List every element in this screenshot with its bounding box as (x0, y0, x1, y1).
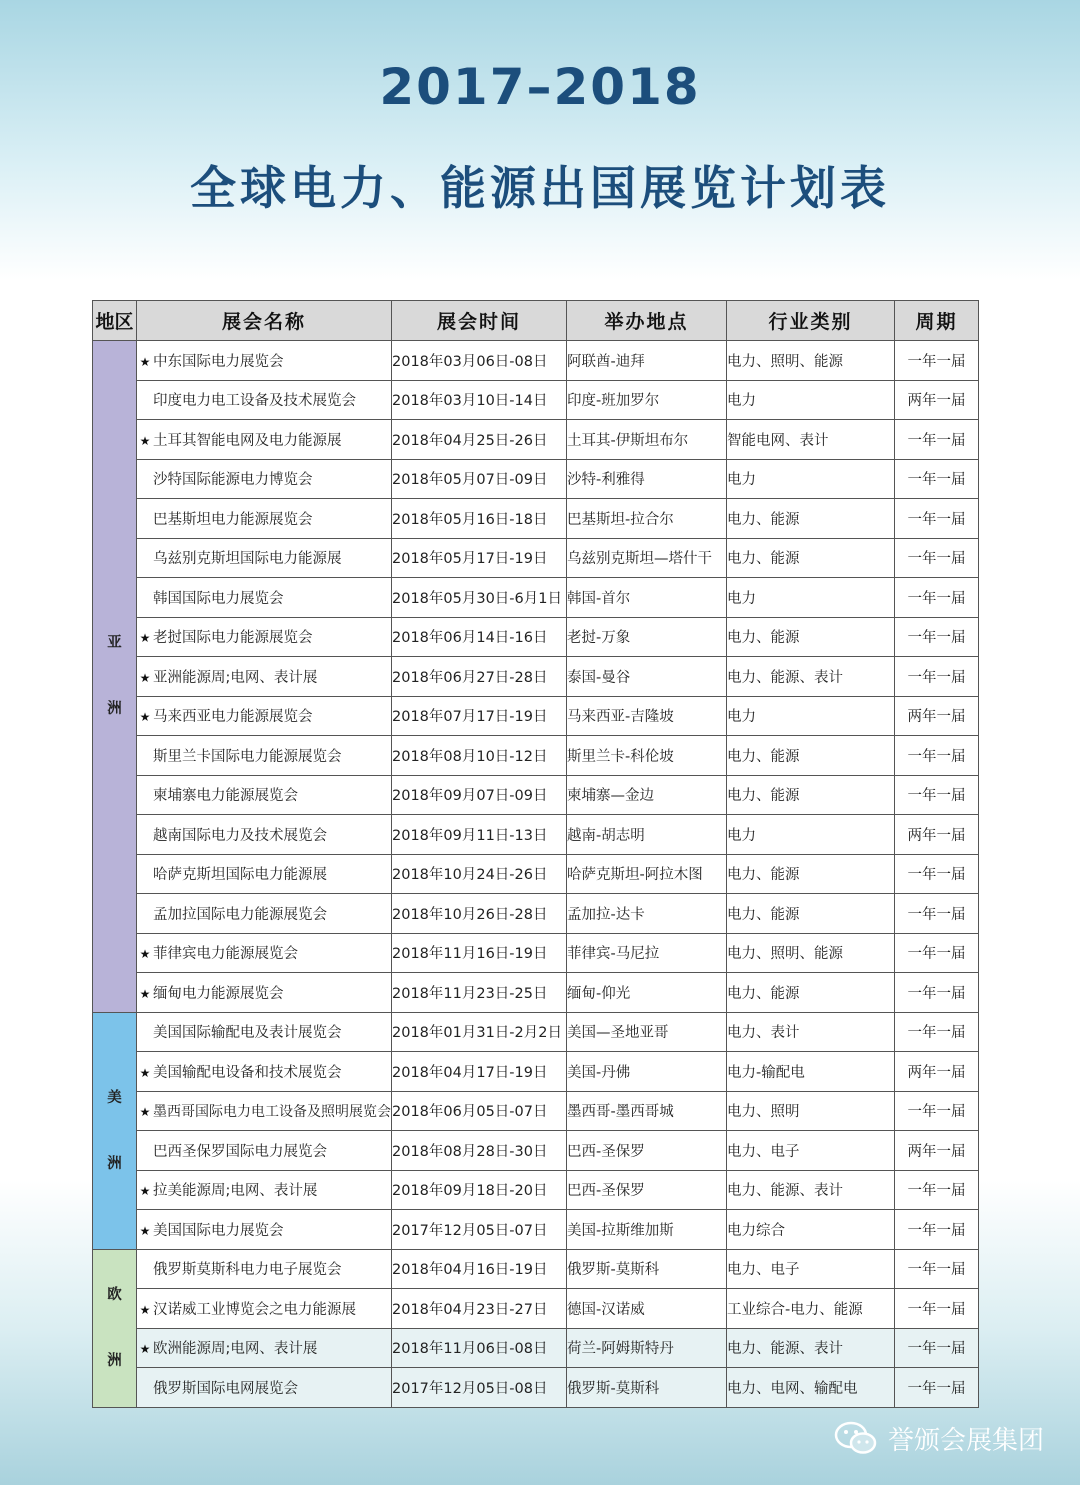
cell-place: 乌兹别克斯坦—塔什干 (567, 538, 727, 578)
cell-industry: 电力、电子 (727, 1131, 895, 1171)
cell-cycle: 两年一届 (895, 380, 979, 420)
cell-place: 缅甸-仰光 (567, 973, 727, 1013)
exhibition-name: 汉诺威工业博览会之电力能源展 (153, 1301, 356, 1318)
cell-place: 巴西-圣保罗 (567, 1131, 727, 1171)
cell-cycle: 一年一届 (895, 1012, 979, 1052)
cell-cycle: 一年一届 (895, 854, 979, 894)
cell-cycle: 一年一届 (895, 973, 979, 1013)
cell-place: 泰国-曼谷 (567, 657, 727, 697)
cell-industry: 电力 (727, 815, 895, 855)
cell-name (137, 617, 392, 657)
exhibition-name: 菲律宾电力能源展览会 (153, 946, 298, 963)
exhibition-name: 墨西哥国际电力电工设备及照明展览会 (153, 1103, 391, 1120)
cell-name (137, 973, 392, 1013)
cell-place: 老挝-万象 (567, 617, 727, 657)
region-europe-char: 欧 (107, 1287, 122, 1303)
exhibition-name: 巴基斯坦电力能源展览会 (153, 511, 313, 528)
exhibition-name: 美国输配电设备和技术展览会 (153, 1064, 342, 1081)
exhibition-schedule-table (92, 300, 979, 1408)
cell-place: 阿联酋-迪拜 (567, 341, 727, 381)
cell-name (137, 578, 392, 618)
region-europe (93, 1249, 137, 1407)
cell-time: 2018年05月16日-18日 (392, 499, 567, 539)
exhibition-name: 印度电力电工设备及技术展览会 (153, 393, 356, 410)
cell-industry: 电力、能源 (727, 538, 895, 578)
table-row (93, 736, 979, 776)
cell-time: 2018年11月23日-25日 (392, 973, 567, 1013)
cell-name (137, 1131, 392, 1171)
table-row (93, 1289, 979, 1329)
cell-place: 俄罗斯-莫斯科 (567, 1368, 727, 1408)
cell-industry: 电力、照明、能源 (727, 933, 895, 973)
table-row (93, 420, 979, 460)
star-icon: ★ (139, 1302, 151, 1317)
cell-place: 美国—圣地亚哥 (567, 1012, 727, 1052)
table-row (93, 1052, 979, 1092)
table-row (93, 380, 979, 420)
exhibition-name: 亚洲能源周;电网、表计展 (153, 669, 318, 686)
cell-cycle: 一年一届 (895, 538, 979, 578)
table-row (93, 341, 979, 381)
cell-cycle: 两年一届 (895, 1131, 979, 1171)
table-row (93, 973, 979, 1013)
cell-cycle: 一年一届 (895, 578, 979, 618)
star-icon: ★ (139, 670, 151, 685)
cell-cycle: 一年一届 (895, 1210, 979, 1250)
cell-name (137, 1249, 392, 1289)
region-europe-char: 洲 (107, 1353, 122, 1369)
cell-industry: 电力、能源、表计 (727, 1170, 895, 1210)
table-row (93, 578, 979, 618)
cell-name (137, 538, 392, 578)
cell-place: 俄罗斯-莫斯科 (567, 1249, 727, 1289)
cell-industry: 电力-输配电 (727, 1052, 895, 1092)
header-cycle: 周期 (895, 301, 979, 341)
exhibition-name: 美国国际输配电及表计展览会 (153, 1025, 342, 1042)
exhibition-name: 欧洲能源周;电网、表计展 (153, 1341, 318, 1358)
cell-time: 2018年08月10日-12日 (392, 736, 567, 776)
cell-time: 2018年03月06日-08日 (392, 341, 567, 381)
cell-industry: 电力、能源 (727, 973, 895, 1013)
cell-industry: 电力、照明 (727, 1091, 895, 1131)
cell-place: 越南-胡志明 (567, 815, 727, 855)
exhibition-name: 缅甸电力能源展览会 (153, 985, 284, 1002)
header-industry: 行业类别 (727, 301, 895, 341)
table-row (93, 1249, 979, 1289)
table-row (93, 1328, 979, 1368)
header-name: 展会名称 (137, 301, 392, 341)
cell-cycle: 两年一届 (895, 696, 979, 736)
cell-place: 柬埔寨—金边 (567, 775, 727, 815)
table-row (93, 854, 979, 894)
cell-time: 2018年06月05日-07日 (392, 1091, 567, 1131)
cell-cycle: 一年一届 (895, 657, 979, 697)
cell-place: 沙特-利雅得 (567, 459, 727, 499)
exhibition-name: 斯里兰卡国际电力能源展览会 (153, 748, 342, 765)
table-row (93, 933, 979, 973)
cell-industry: 电力、能源 (727, 894, 895, 934)
cell-time: 2018年03月10日-14日 (392, 380, 567, 420)
table-row (93, 657, 979, 697)
cell-cycle: 一年一届 (895, 1368, 979, 1408)
cell-time: 2018年05月30日-6月1日 (392, 578, 567, 618)
cell-name (137, 459, 392, 499)
header-place: 举办地点 (567, 301, 727, 341)
cell-cycle: 一年一届 (895, 341, 979, 381)
exhibition-name: 哈萨克斯坦国际电力能源展 (153, 867, 327, 884)
region-americas-char: 洲 (107, 1155, 122, 1172)
exhibition-name: 俄罗斯国际电网展览会 (153, 1380, 298, 1397)
cell-cycle: 一年一届 (895, 459, 979, 499)
cell-name (137, 815, 392, 855)
header-region: 地区 (93, 301, 137, 341)
table-row (93, 1131, 979, 1171)
cell-time: 2018年05月07日-09日 (392, 459, 567, 499)
exhibition-name: 越南国际电力及技术展览会 (153, 827, 327, 844)
cell-time: 2018年08月28日-30日 (392, 1131, 567, 1171)
cell-industry: 电力综合 (727, 1210, 895, 1250)
cell-time: 2018年06月27日-28日 (392, 657, 567, 697)
star-icon: ★ (139, 1342, 151, 1357)
title-years: 2017–2018 (379, 58, 701, 116)
star-icon: ★ (139, 986, 151, 1001)
cell-cycle: 一年一届 (895, 1091, 979, 1131)
cell-name (137, 1170, 392, 1210)
region-asia-char: 亚 (107, 635, 122, 652)
table-header-row (93, 301, 979, 341)
cell-time: 2018年04月17日-19日 (392, 1052, 567, 1092)
cell-cycle: 一年一届 (895, 1328, 979, 1368)
cell-time: 2018年09月18日-20日 (392, 1170, 567, 1210)
cell-place: 孟加拉-达卡 (567, 894, 727, 934)
table-row (93, 538, 979, 578)
table-row (93, 499, 979, 539)
table-row (93, 1368, 979, 1408)
header-time: 展会时间 (392, 301, 567, 341)
footer-brand (834, 1418, 1044, 1458)
wechat-icon (834, 1421, 878, 1455)
star-icon: ★ (139, 1184, 151, 1199)
star-icon: ★ (139, 710, 151, 725)
cell-cycle: 一年一届 (895, 775, 979, 815)
cell-cycle: 一年一届 (895, 1170, 979, 1210)
footer-brand-text: 誉颁会展集团 (887, 1425, 1044, 1456)
cell-industry: 电力、能源、表计 (727, 1328, 895, 1368)
cell-name (137, 1091, 392, 1131)
star-icon: ★ (139, 354, 151, 369)
cell-time: 2018年11月06日-08日 (392, 1328, 567, 1368)
cell-name (137, 933, 392, 973)
star-icon: ★ (139, 631, 151, 646)
cell-time: 2018年04月23日-27日 (392, 1289, 567, 1329)
cell-name (137, 854, 392, 894)
cell-time: 2018年10月26日-28日 (392, 894, 567, 934)
cell-time: 2018年01月31日-2月2日 (392, 1012, 567, 1052)
cell-cycle: 一年一届 (895, 1289, 979, 1329)
cell-name (137, 1210, 392, 1250)
cell-place: 巴基斯坦-拉合尔 (567, 499, 727, 539)
page-title: 全球电力、能源出国展览计划表 (190, 161, 890, 215)
cell-name (137, 1012, 392, 1052)
exhibition-name: 马来西亚电力能源展览会 (153, 709, 313, 726)
exhibition-name: 韩国国际电力展览会 (153, 590, 284, 607)
cell-time: 2018年05月17日-19日 (392, 538, 567, 578)
cell-cycle: 一年一届 (895, 499, 979, 539)
cell-place: 菲律宾-马尼拉 (567, 933, 727, 973)
cell-name (137, 1052, 392, 1092)
cell-time: 2018年10月24日-26日 (392, 854, 567, 894)
cell-name (137, 894, 392, 934)
cell-name (137, 341, 392, 381)
cell-name (137, 775, 392, 815)
cell-industry: 电力、能源 (727, 736, 895, 776)
cell-cycle: 两年一届 (895, 1052, 979, 1092)
cell-place: 哈萨克斯坦-阿拉木图 (567, 854, 727, 894)
cell-industry: 电力、电子 (727, 1249, 895, 1289)
table-row (93, 1170, 979, 1210)
cell-place: 斯里兰卡-科伦坡 (567, 736, 727, 776)
cell-industry: 智能电网、表计 (727, 420, 895, 460)
cell-place: 巴西-圣保罗 (567, 1170, 727, 1210)
table-row (93, 696, 979, 736)
cell-time: 2018年09月11日-13日 (392, 815, 567, 855)
region-asia (93, 341, 137, 1013)
table-row (93, 617, 979, 657)
star-icon: ★ (139, 1104, 151, 1119)
cell-industry: 电力、能源 (727, 499, 895, 539)
cell-place: 美国-拉斯维加斯 (567, 1210, 727, 1250)
exhibition-name: 美国国际电力展览会 (153, 1222, 284, 1239)
cell-place: 荷兰-阿姆斯特丹 (567, 1328, 727, 1368)
cell-industry: 电力、能源 (727, 854, 895, 894)
cell-name (137, 736, 392, 776)
table-row (93, 1210, 979, 1250)
cell-name (137, 1368, 392, 1408)
star-icon: ★ (139, 1223, 151, 1238)
cell-industry: 电力 (727, 380, 895, 420)
cell-name (137, 499, 392, 539)
cell-place: 土耳其-伊斯坦布尔 (567, 420, 727, 460)
cell-name (137, 420, 392, 460)
cell-place: 印度-班加罗尔 (567, 380, 727, 420)
region-americas-char: 美 (107, 1089, 122, 1106)
star-icon: ★ (139, 1065, 151, 1080)
exhibition-name: 沙特国际能源电力博览会 (153, 472, 313, 489)
cell-industry: 电力 (727, 578, 895, 618)
exhibition-name: 拉美能源周;电网、表计展 (153, 1183, 318, 1200)
cell-place: 墨西哥-墨西哥城 (567, 1091, 727, 1131)
table-row (93, 894, 979, 934)
cell-time: 2018年07月17日-19日 (392, 696, 567, 736)
exhibition-name: 乌兹别克斯坦国际电力能源展 (153, 551, 342, 568)
cell-time: 2018年04月25日-26日 (392, 420, 567, 460)
table-row (93, 1012, 979, 1052)
exhibition-name: 俄罗斯莫斯科电力电子展览会 (153, 1262, 342, 1279)
exhibition-name: 柬埔寨电力能源展览会 (153, 788, 298, 805)
table-row (93, 815, 979, 855)
exhibition-name: 中东国际电力展览会 (153, 353, 284, 370)
region-asia-char: 洲 (107, 701, 122, 718)
cell-cycle: 一年一届 (895, 894, 979, 934)
cell-name (137, 657, 392, 697)
exhibition-name: 老挝国际电力能源展览会 (153, 630, 313, 647)
cell-time: 2018年06月14日-16日 (392, 617, 567, 657)
cell-industry: 电力、电网、输配电 (727, 1368, 895, 1408)
cell-cycle: 一年一届 (895, 933, 979, 973)
cell-industry: 电力、照明、能源 (727, 341, 895, 381)
cell-name (137, 696, 392, 736)
cell-industry: 电力、能源 (727, 617, 895, 657)
cell-name (137, 380, 392, 420)
cell-place: 德国-汉诺威 (567, 1289, 727, 1329)
cell-place: 美国-丹佛 (567, 1052, 727, 1092)
cell-industry: 工业综合-电力、能源 (727, 1289, 895, 1329)
exhibition-name: 土耳其智能电网及电力能源展 (153, 432, 342, 449)
exhibition-name: 孟加拉国际电力能源展览会 (153, 906, 327, 923)
cell-time: 2018年04月16日-19日 (392, 1249, 567, 1289)
cell-industry: 电力、表计 (727, 1012, 895, 1052)
cell-industry: 电力 (727, 459, 895, 499)
cell-cycle: 一年一届 (895, 420, 979, 460)
table-row (93, 775, 979, 815)
star-icon: ★ (139, 433, 151, 448)
star-icon: ★ (139, 947, 151, 962)
cell-place: 韩国-首尔 (567, 578, 727, 618)
cell-time: 2018年09月07日-09日 (392, 775, 567, 815)
cell-industry: 电力、能源、表计 (727, 657, 895, 697)
table-row (93, 459, 979, 499)
exhibition-name: 巴西圣保罗国际电力展览会 (153, 1143, 327, 1160)
cell-place: 马来西亚-吉隆坡 (567, 696, 727, 736)
table-row (93, 1091, 979, 1131)
cell-industry: 电力 (727, 696, 895, 736)
cell-cycle: 一年一届 (895, 736, 979, 776)
cell-time: 2017年12月05日-07日 (392, 1210, 567, 1250)
cell-time: 2017年12月05日-08日 (392, 1368, 567, 1408)
cell-cycle: 一年一届 (895, 617, 979, 657)
cell-cycle: 一年一届 (895, 1249, 979, 1289)
region-americas (93, 1012, 137, 1249)
cell-cycle: 两年一届 (895, 815, 979, 855)
cell-time: 2018年11月16日-19日 (392, 933, 567, 973)
cell-name (137, 1328, 392, 1368)
cell-industry: 电力、能源 (727, 775, 895, 815)
cell-name (137, 1289, 392, 1329)
